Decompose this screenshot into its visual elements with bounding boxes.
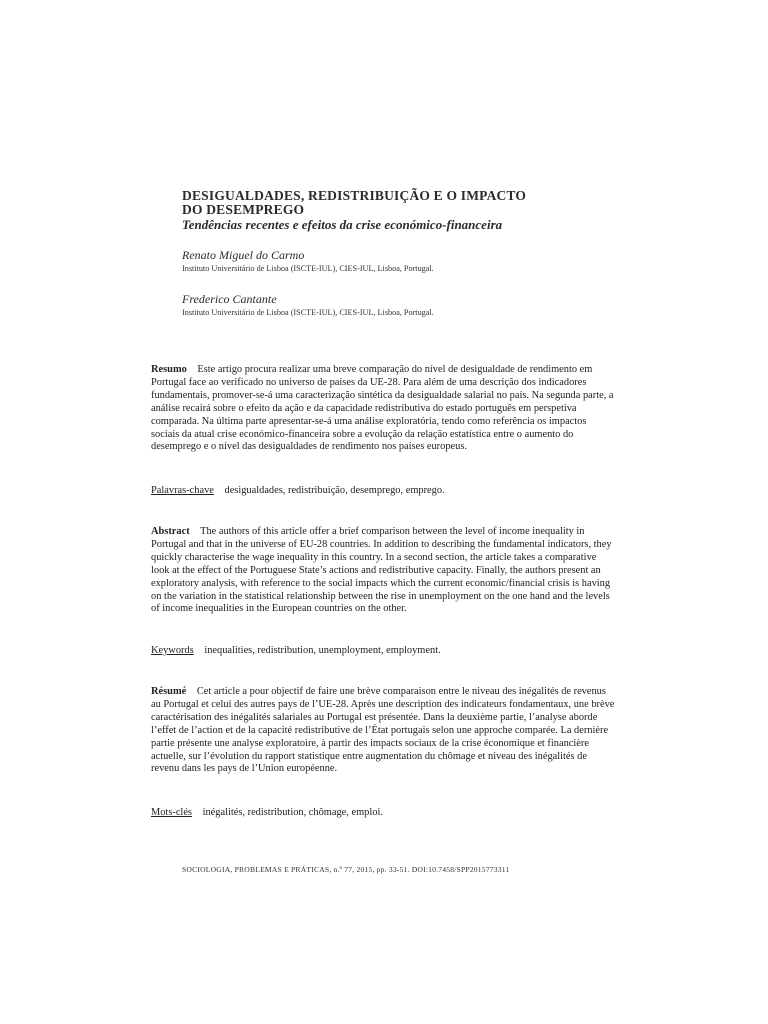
journal-citation-footer: SOCIOLOGIA, PROBLEMAS E PRÁTICAS, n.º 77, 2015, pp. 33-51. DOI:10.7458/SPP2015773311: [182, 865, 510, 874]
palavras-chave-section: [151, 484, 617, 497]
resume-label: Résumé: [151, 686, 187, 697]
article-title-block: [182, 189, 622, 233]
mots-cles-label: Mots-clés: [151, 807, 192, 818]
resumo-label: Resumo: [151, 364, 187, 375]
resume-section: [151, 686, 617, 776]
article-subtitle: Tendências recentes e efeitos da crise económico-financeira: [182, 217, 503, 232]
article-title-line-2: DO DESEMPREGO: [182, 202, 305, 217]
resumo-text: Este artigo procura realizar uma breve comparação do nível de desigualdade de rendimento em Portugal face ao verificado no universo de países da UE-28. Para além de uma descrição dos indicadores fundamentais, promover-se-á uma caracterização sintética da desigualdade salarial no país. Na segunda parte, a análise recairá sobre o efeito da ação e da capacidade redistributiva do estado português em perspetiva comparada. Na última parte apresentar-se-á uma análise exploratória, tendo como referência os impactos sociais da atual crise económico-financeira sobre a evolução da relação estatística entre o aumento do desemprego e o nível das desigualdades de rendimento nos países europeus.: [151, 364, 614, 453]
author-affiliation-1: Instituto Universitário de Lisboa (ISCTE-IUL), CIES-IUL, Lisboa, Portugal.: [182, 264, 434, 273]
author-name-1: Renato Miguel do Carmo: [182, 248, 305, 262]
resumo-section: [151, 364, 617, 454]
author-name-2: Frederico Cantante: [182, 292, 277, 306]
palavras-chave-text: desigualdades, redistribuição, desemprego, emprego.: [224, 485, 445, 496]
mots-cles-text: inégalités, redistribution, chômage, emploi.: [202, 807, 383, 818]
resume-text: Cet article a pour objectif de faire une brève comparaison entre le niveau des inégalités de revenus au Portugal et celui des autres pays de l’UE-28. Après une description des indicateurs fondamentaux, une brève caractérisation des inégalités salariales au Portugal est présentée. Dans la deuxième partie, l’analyse aborde l’effet de l’action et de la capacité redistributive de l’État portugais selon une approche comparée. La dernière partie présente une analyse exploratoire, à partir des impacts sociaux de la crise économique et financière actuelle, sur l’évolution du rapport statistique entre augmentation du chômage et niveau des inégalités de revenu dans les pays de l’Union européenne.: [151, 686, 615, 775]
mots-cles-section: [151, 806, 617, 819]
abstract-section: [151, 526, 617, 616]
keywords-label: Keywords: [151, 645, 194, 656]
author-affiliation-2: Instituto Universitário de Lisboa (ISCTE-IUL), CIES-IUL, Lisboa, Portugal.: [182, 308, 434, 317]
keywords-text: inequalities, redistribution, unemployment, employment.: [204, 645, 441, 656]
article-title-line-1: DESIGUALDADES, REDISTRIBUIÇÃO E O IMPACTO: [182, 188, 527, 203]
abstract-text: The authors of this article offer a brief comparison between the level of income inequality in Portugal and that in the universe of EU-28 countries. In addition to describing the fundamental indicators, they quickly characterise the wage inequality in this country. In a second section, the article takes a comparative look at the effect of the Portuguese State’s actions and redistributive capacity. Finally, the authors present an exploratory analysis, with reference to the social impacts which the current economic/financial crisis is having on the variation in the statistical relationship between the rise in unemployment on the one hand and the levels of income inequalities in the European countries on the other.: [151, 526, 612, 615]
palavras-chave-label: Palavras-chave: [151, 485, 214, 496]
abstract-label: Abstract: [151, 526, 190, 537]
keywords-section: [151, 644, 617, 657]
